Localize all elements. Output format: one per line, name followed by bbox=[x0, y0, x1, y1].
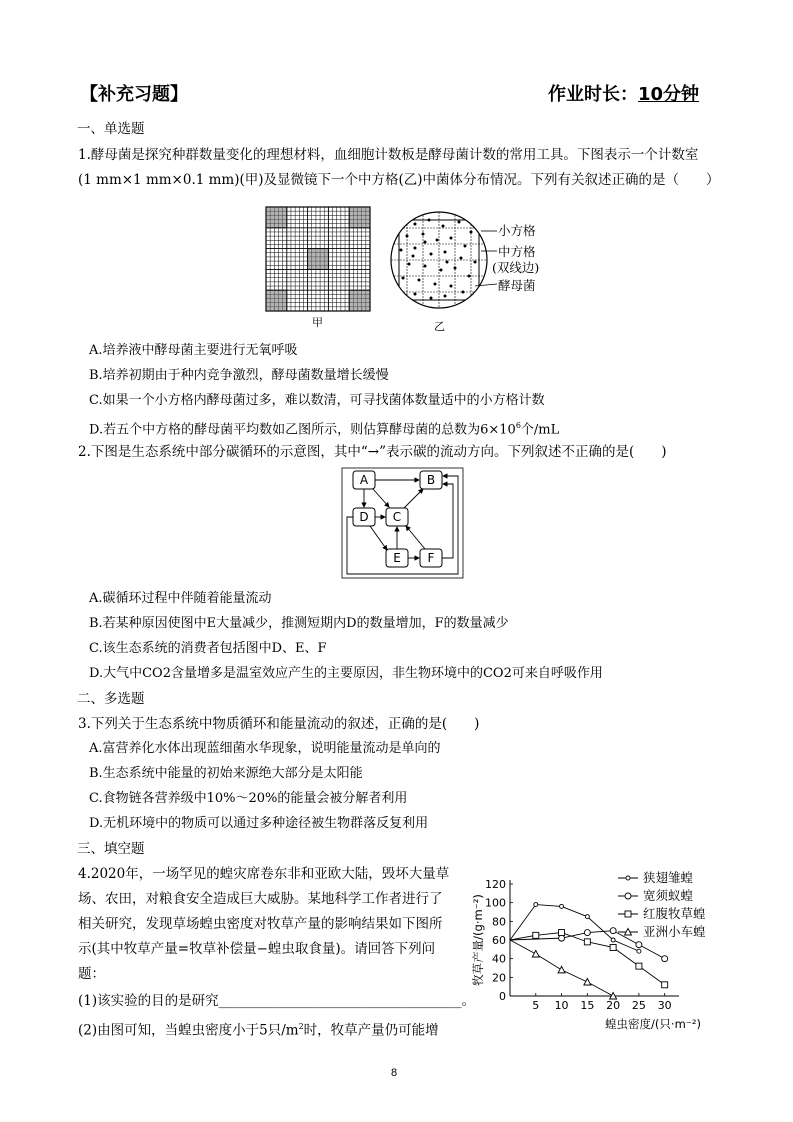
q4-sub2-suffix: 时，牧草产量仍可能增 bbox=[303, 1022, 439, 1039]
q4-sub2-text: (2)由图可知，当蝗虫密度小于5只/m bbox=[78, 1022, 299, 1039]
shaded-medium-square bbox=[266, 207, 287, 228]
node-e-label: E bbox=[393, 551, 401, 565]
section-single-choice: 一、单选题 bbox=[77, 121, 145, 137]
duration-label: 作业时长： bbox=[548, 84, 638, 105]
x-axis-label: 蝗虫密度/(只·m⁻²) bbox=[605, 1017, 701, 1031]
y-tick-label: 80 bbox=[492, 915, 506, 929]
yeast-cell bbox=[474, 261, 477, 264]
q4-line5: 题： bbox=[78, 966, 105, 982]
y-tick-label: 100 bbox=[485, 896, 506, 910]
yeast-cell bbox=[436, 239, 439, 242]
carbon-cycle-diagram bbox=[340, 466, 465, 580]
data-point-circle bbox=[636, 942, 642, 948]
data-point-circle bbox=[610, 928, 616, 934]
yeast-cell bbox=[414, 223, 417, 226]
q2-stem: 2.下图是生态系统中部分碳循环的示意图，其中“→”表示碳的流动方向。下列叙述不正确的是( ) bbox=[78, 444, 667, 460]
q4-line3: 相关研究，发现草场蝗虫密度对牧草产量的影响结果如下图所 bbox=[78, 916, 443, 932]
legend-label: 红腹牧草蝗 bbox=[643, 906, 706, 921]
yeast-cell bbox=[440, 269, 443, 272]
yeast-cell bbox=[462, 291, 465, 294]
q1-option-d bbox=[89, 417, 559, 439]
yeast-cell bbox=[444, 295, 447, 298]
yeast-cell bbox=[464, 245, 467, 248]
legend-label: 亚洲小车蝗 bbox=[643, 924, 706, 939]
q3-option-d: D.无机环境中的物质可以通过多种途径被生物群落反复利用 bbox=[89, 816, 429, 831]
data-point-square bbox=[636, 963, 642, 969]
data-point-circle bbox=[625, 893, 631, 899]
q4-sub1 bbox=[78, 992, 475, 1010]
series-3 bbox=[510, 940, 617, 999]
data-point-circle bbox=[584, 930, 590, 936]
grasshopper-density-chart bbox=[468, 866, 718, 1036]
y-tick-label: 40 bbox=[492, 952, 506, 966]
yeast-cell bbox=[430, 297, 433, 300]
duration-value: 10分钟 bbox=[638, 84, 700, 105]
yeast-cell bbox=[424, 265, 427, 268]
yeast-cell bbox=[430, 253, 433, 256]
yeast-cell bbox=[402, 277, 405, 280]
label-medium-square: 中方格 bbox=[498, 244, 536, 259]
yeast-cell bbox=[412, 255, 415, 258]
y-tick-label: 120 bbox=[485, 878, 506, 891]
yeast-cell bbox=[450, 285, 453, 288]
node-c-label: C bbox=[392, 510, 402, 524]
yeast-cell bbox=[408, 263, 411, 266]
x-tick-label: 30 bbox=[657, 999, 672, 1012]
y-axis-label: 牧草产量/(g·m⁻²) bbox=[471, 894, 485, 986]
y-tick-label: 0 bbox=[499, 990, 506, 1003]
data-point-square bbox=[610, 944, 616, 950]
yeast-cell bbox=[470, 231, 473, 234]
legend-label: 狭翅雏蝗 bbox=[643, 870, 694, 885]
q3-option-a: A.富营养化水体出现蓝细菌水华现象，说明能量流动是单向的 bbox=[89, 741, 441, 756]
y-tick-label: 20 bbox=[492, 971, 506, 985]
worksheet-title: 【补充习题】 bbox=[80, 84, 188, 105]
q2-option-c: C.该生态系统的消费者包括图中D、E、F bbox=[89, 641, 327, 656]
yeast-cell bbox=[444, 251, 447, 254]
data-point-circle bbox=[585, 915, 589, 919]
yeast-cell bbox=[422, 233, 425, 236]
q1-option-d-text: D.若五个中方格的酵母菌平均数如乙图所示，则估算酵母菌的总数为6×10 bbox=[89, 422, 516, 438]
yeast-cell bbox=[458, 221, 461, 224]
data-point-circle bbox=[559, 935, 565, 941]
q4-sub2-exponent: 2 bbox=[298, 1022, 304, 1031]
data-point-circle bbox=[626, 876, 630, 880]
legend-label: 宽须蚁蝗 bbox=[643, 888, 694, 903]
data-point-square bbox=[662, 982, 668, 988]
yeast-cell bbox=[460, 257, 463, 260]
q3-option-b: B.生态系统中能量的初始来源绝大部分是太阳能 bbox=[89, 766, 363, 781]
yeast-cell bbox=[468, 275, 471, 278]
q3-stem: 3.下列关于生态系统中物质循环和能量流动的叙述，正确的是( ) bbox=[78, 716, 480, 732]
yeast-cell bbox=[446, 261, 449, 264]
y-tick-label: 60 bbox=[492, 934, 506, 947]
q4-sub2 bbox=[78, 1018, 439, 1040]
data-point-circle bbox=[534, 903, 538, 907]
q1-option-c: C.如果一个小方格内酵母菌过多，难以数清，可寻找菌体数量适中的小方格计数 bbox=[89, 393, 545, 408]
figure-yi-label: 乙 bbox=[434, 320, 445, 333]
q4-line1: 4.2020年，一场罕见的蝗灾席卷东非和亚欧大陆，毁坏大量草 bbox=[78, 866, 450, 882]
shaded-medium-square bbox=[349, 290, 370, 311]
data-point-circle bbox=[662, 956, 668, 962]
data-point-triangle bbox=[584, 979, 591, 986]
data-point-square bbox=[625, 911, 631, 917]
yeast-cell bbox=[428, 219, 431, 222]
q1-stem-line1: 1.酵母菌是探究种群数量变化的理想材料，血细胞计数板是酵母菌计数的常用工具。下图表示一个计数室 bbox=[78, 147, 699, 163]
homework-duration bbox=[548, 80, 699, 106]
q2-option-d: D.大气中CO2含量增多是温室效应产生的主要原因，非生物环境中的CO2可来自呼吸作用 bbox=[89, 666, 603, 681]
q4-sub1-blank: ____________________________________。 bbox=[218, 993, 476, 1009]
shaded-medium-square bbox=[266, 290, 287, 311]
yeast-cell bbox=[434, 283, 437, 286]
series-0 bbox=[510, 903, 641, 954]
shaded-medium-square bbox=[308, 249, 329, 270]
label-small-square: 小方格 bbox=[498, 223, 536, 238]
series-line bbox=[510, 905, 639, 952]
node-d-label: D bbox=[359, 510, 369, 524]
data-point-triangle bbox=[532, 951, 539, 958]
data-point-circle bbox=[611, 938, 615, 942]
yeast-cell bbox=[400, 249, 403, 252]
x-tick-label: 5 bbox=[532, 999, 540, 1012]
data-point-square bbox=[559, 930, 565, 936]
node-b-label: B bbox=[426, 473, 436, 487]
q2-option-b: B.若某种原因使图中E大量减少，推测短期内D的数量增加，F的数量减少 bbox=[89, 616, 509, 631]
data-point-square bbox=[584, 939, 590, 945]
yeast-cell bbox=[442, 225, 445, 228]
q1-option-a: A.培养液中酵母菌主要进行无氧呼吸 bbox=[89, 343, 298, 358]
x-tick-label: 10 bbox=[554, 999, 569, 1012]
q3-option-c: C.食物链各营养级中10%～20%的能量会被分解者利用 bbox=[89, 791, 408, 806]
q1-option-b: B.培养初期由于种内竞争激烈，酵母菌数量增长缓慢 bbox=[89, 368, 389, 383]
yeast-cell bbox=[454, 267, 457, 270]
q4-line2: 场、农田，对粮食安全造成巨大威胁。某地科学工作者进行了 bbox=[78, 891, 443, 907]
medium-square-figure bbox=[385, 206, 585, 318]
x-tick-label: 25 bbox=[631, 999, 646, 1012]
q1-stem-line2: (1 mm×1 mm×0.1 mm)(甲)及显微镜下一个中方格(乙)中菌体分布情况。下列有关叙述正确的是（ ） bbox=[78, 172, 720, 188]
label-yeast: 酵母菌 bbox=[498, 278, 536, 293]
section-multi-choice: 二、多选题 bbox=[77, 691, 145, 707]
figure-jia-label: 甲 bbox=[312, 316, 323, 329]
page-number: 8 bbox=[391, 1067, 398, 1079]
q1-option-d-exponent: 6 bbox=[515, 421, 521, 430]
data-point-circle bbox=[637, 949, 641, 953]
q4-line4: 示(其中牧草产量=牧草补偿量−蝗虫取食量)。请回答下列问 bbox=[78, 941, 436, 957]
counting-chamber-figure bbox=[262, 205, 374, 313]
yeast-cell bbox=[414, 293, 417, 296]
yeast-cell bbox=[424, 241, 427, 244]
q4-sub1-text: (1)该实验的目的是研究 bbox=[78, 993, 219, 1009]
yeast-cell bbox=[406, 235, 409, 238]
node-f-label: F bbox=[427, 551, 435, 565]
q1-option-d-unit: 个/mL bbox=[520, 422, 560, 438]
x-tick-label: 20 bbox=[606, 999, 621, 1012]
section-fill-blank: 三、填空题 bbox=[77, 841, 145, 857]
q2-option-a: A.碳循环过程中伴随着能量流动 bbox=[89, 591, 272, 606]
data-point-triangle bbox=[558, 966, 565, 973]
data-point-square bbox=[533, 932, 539, 938]
data-point-circle bbox=[560, 904, 564, 908]
x-tick-label: 15 bbox=[580, 999, 595, 1012]
yeast-cell bbox=[418, 279, 421, 282]
yeast-cell bbox=[450, 237, 453, 240]
label-double-border: (双线边) bbox=[492, 260, 540, 275]
yeast-cell bbox=[414, 247, 417, 250]
shaded-medium-square bbox=[349, 207, 370, 228]
node-a-label: A bbox=[359, 473, 369, 487]
